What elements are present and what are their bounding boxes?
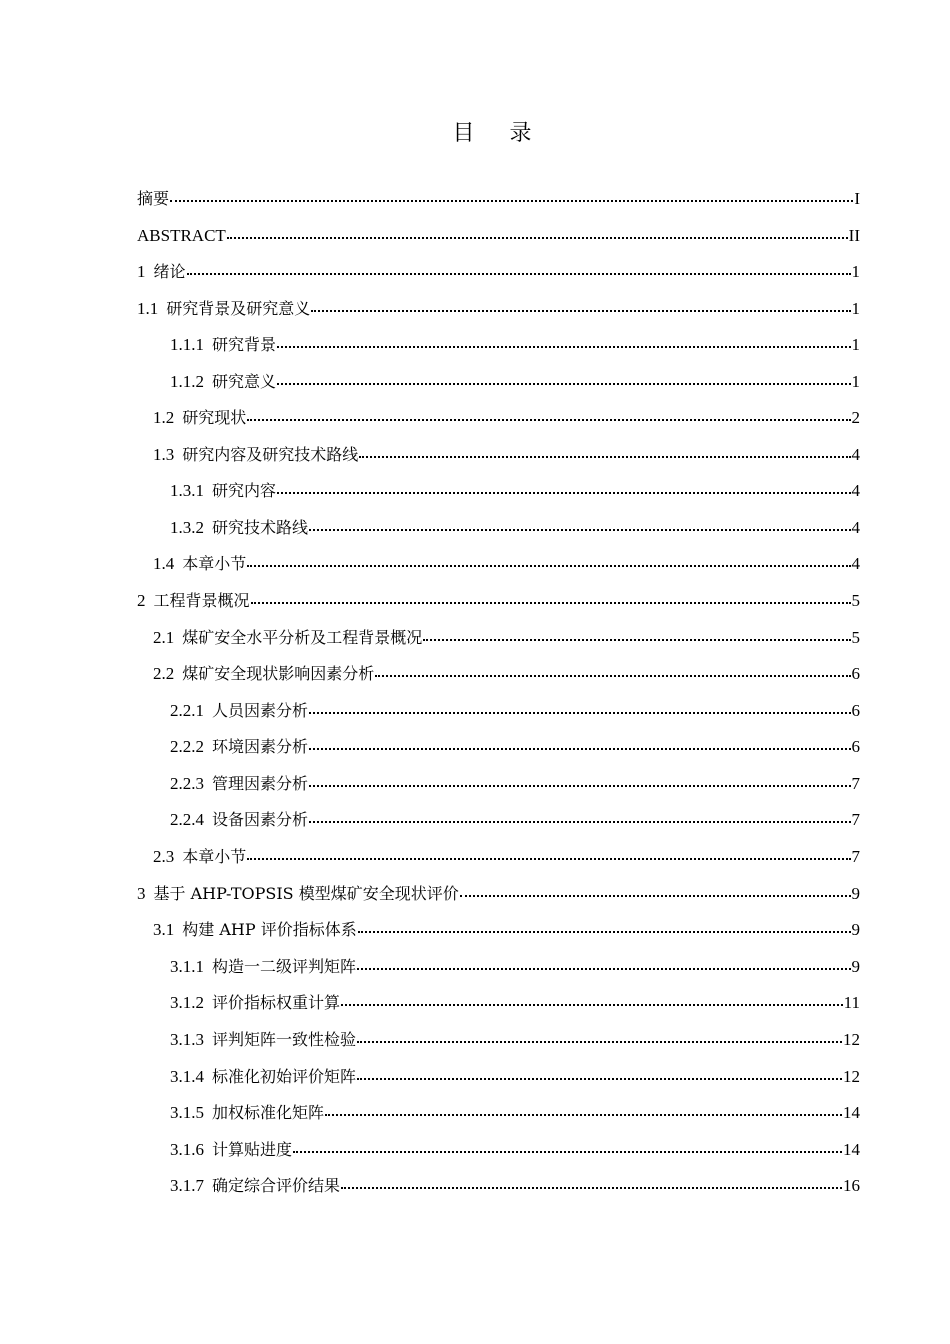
toc-entry-page: 11 — [843, 993, 860, 1012]
toc-entry-page: 7 — [851, 810, 860, 829]
toc-entry-text: 工程背景概况 — [153, 591, 250, 610]
toc-entry-number: 2.2 — [153, 664, 175, 683]
toc-leader-dots — [341, 1003, 843, 1006]
toc-entry-text: 加权标准化矩阵 — [212, 1103, 325, 1122]
toc-leader-dots — [251, 601, 851, 604]
toc-entry-text: 构建 AHP 评价指标体系 — [182, 920, 357, 939]
toc-entry-page: 1 — [851, 335, 860, 354]
toc-leader-dots — [325, 1113, 842, 1116]
toc-leader-dots — [357, 1077, 842, 1080]
toc-entry-number: 2.2.2 — [170, 737, 204, 756]
toc-entry-page: 16 — [843, 1176, 860, 1195]
toc-entry-number: 3.1 — [153, 920, 175, 939]
toc-entry-number: 3.1.6 — [170, 1140, 204, 1159]
toc-entry-page: 14 — [843, 1140, 860, 1159]
toc-entry-text: ABSTRACT — [137, 226, 226, 245]
toc-entry[interactable] — [170, 1138, 860, 1162]
toc-entry-page: 9 — [851, 920, 860, 939]
toc-entry[interactable] — [170, 1174, 860, 1198]
toc-entry-number: 2.1 — [153, 628, 175, 647]
toc-leader-dots — [357, 1040, 842, 1043]
toc-entry[interactable] — [153, 918, 860, 942]
toc-entry-text: 绪论 — [153, 262, 186, 281]
toc-entry-text: 人员因素分析 — [212, 701, 309, 720]
toc-entry-page: 2 — [851, 408, 860, 427]
toc-entry[interactable] — [137, 589, 860, 613]
toc-entry-page: 7 — [851, 847, 860, 866]
toc-entry-text: 研究背景 — [212, 335, 277, 354]
toc-leader-dots — [341, 1186, 842, 1189]
toc-entry[interactable] — [170, 772, 860, 796]
toc-leader-dots — [309, 711, 850, 714]
toc-leader-dots — [423, 638, 850, 641]
toc-entry[interactable] — [170, 735, 860, 759]
toc-entry-text: 环境因素分析 — [212, 737, 309, 756]
toc-entry-number: 3.1.3 — [170, 1030, 204, 1049]
toc-entry[interactable] — [170, 333, 860, 357]
toc-entry-text: 标准化初始评价矩阵 — [212, 1067, 357, 1086]
toc-entry-number: 1 — [137, 262, 146, 281]
toc-title: 目 录 — [452, 121, 546, 146]
toc-entry[interactable] — [137, 882, 860, 906]
toc-entry-page: 4 — [851, 481, 860, 500]
toc-entry[interactable] — [153, 626, 860, 650]
toc-entry-number: 2.2.4 — [170, 810, 204, 829]
toc-entry[interactable] — [170, 991, 860, 1015]
toc-entry[interactable] — [170, 1065, 860, 1089]
toc-entry[interactable] — [137, 260, 860, 284]
toc-entry[interactable] — [170, 479, 860, 503]
toc-leader-dots — [309, 820, 850, 823]
toc-entry[interactable] — [170, 699, 860, 723]
toc-entry[interactable] — [170, 808, 860, 832]
toc-leader-dots — [309, 528, 850, 531]
toc-entry-page: 1 — [851, 299, 860, 318]
toc-entry-number: 2 — [137, 591, 146, 610]
toc-entry[interactable] — [137, 224, 860, 248]
toc-entry-number: 3.1.7 — [170, 1176, 204, 1195]
toc-leader-dots — [311, 309, 850, 312]
toc-entry-page: 4 — [851, 518, 860, 537]
toc-leader-dots — [293, 1150, 842, 1153]
toc-entry-text: 设备因素分析 — [212, 810, 309, 829]
toc-entry-page: 7 — [851, 774, 860, 793]
toc-leader-dots — [187, 272, 851, 275]
toc-entry[interactable] — [153, 406, 860, 430]
toc-leader-dots — [277, 382, 850, 385]
toc-entry-text: 本章小节 — [182, 554, 247, 573]
toc-entry[interactable] — [170, 1028, 860, 1052]
toc-entry-page: 9 — [851, 957, 860, 976]
toc-entry-text: 构造一二级评判矩阵 — [212, 957, 357, 976]
toc-entry[interactable] — [170, 1101, 860, 1125]
toc-leader-dots — [375, 674, 850, 677]
toc-entry-page: 14 — [843, 1103, 860, 1122]
toc-leader-dots — [227, 236, 848, 239]
toc-entry-number: 1.4 — [153, 554, 175, 573]
toc-entry-number: 2.2.3 — [170, 774, 204, 793]
toc-entry-page: 5 — [851, 628, 860, 647]
toc-entry[interactable] — [153, 552, 860, 576]
toc-entry-page: 6 — [851, 701, 860, 720]
toc-entry-number: 3.1.2 — [170, 993, 204, 1012]
toc-entry-page: 1 — [851, 262, 860, 281]
toc-entry-page: 6 — [851, 664, 860, 683]
toc-leader-dots — [247, 418, 850, 421]
toc-leader-dots — [309, 747, 850, 750]
toc-entry[interactable] — [170, 370, 860, 394]
toc-entry-text: 评价指标权重计算 — [212, 993, 341, 1012]
toc-leader-dots — [460, 894, 851, 897]
toc-entry-page: 5 — [851, 591, 860, 610]
toc-leader-dots — [359, 455, 850, 458]
toc-entry-number: 1.1.2 — [170, 372, 204, 391]
toc-entry-text: 研究背景及研究意义 — [166, 299, 311, 318]
toc-entry[interactable] — [137, 187, 860, 211]
toc-entry-text: 基于 AHP-TOPSIS 模型煤矿安全现状评价 — [153, 884, 459, 903]
toc-entry-text: 研究意义 — [212, 372, 277, 391]
toc-leader-dots — [170, 199, 853, 202]
toc-entry-text: 计算贴进度 — [212, 1140, 293, 1159]
toc-entry-text: 评判矩阵一致性检验 — [212, 1030, 357, 1049]
toc-entry-number: 2.2.1 — [170, 701, 204, 720]
toc-entry-number: 1.3 — [153, 445, 175, 464]
toc-entry-number: 2.3 — [153, 847, 175, 866]
toc-entry-page: I — [854, 189, 860, 208]
toc-entry-text: 研究现状 — [182, 408, 247, 427]
toc-entry-text: 煤矿安全水平分析及工程背景概况 — [182, 628, 423, 647]
toc-entry-number: 3.1.1 — [170, 957, 204, 976]
toc-leader-dots — [358, 930, 851, 933]
toc-entry-page: 12 — [843, 1067, 860, 1086]
toc-entry-text: 煤矿安全现状影响因素分析 — [182, 664, 375, 683]
toc-leader-dots — [357, 967, 850, 970]
toc-entry-number: 1.1.1 — [170, 335, 204, 354]
toc-entry-text: 研究内容 — [212, 481, 277, 500]
toc-entry-text: 研究技术路线 — [212, 518, 309, 537]
toc-entry-page: 1 — [851, 372, 860, 391]
toc-entry-number: 1.2 — [153, 408, 175, 427]
toc-leader-dots — [247, 564, 850, 567]
toc-leader-dots — [277, 345, 850, 348]
toc-entry[interactable] — [137, 297, 860, 321]
toc-entry-page: 9 — [851, 884, 860, 903]
toc-entry-page: 4 — [851, 445, 860, 464]
toc-entry-page: 4 — [851, 554, 860, 573]
toc-entry-number: 1.3.2 — [170, 518, 204, 537]
toc-entry-text: 本章小节 — [182, 847, 247, 866]
toc-entry-number: 1.1 — [137, 299, 159, 318]
toc-entry[interactable] — [153, 662, 860, 686]
toc-entry[interactable] — [170, 516, 860, 540]
toc-entry-page: II — [848, 226, 860, 245]
toc-entry-number: 3.1.4 — [170, 1067, 204, 1086]
toc-entry-text: 确定综合评价结果 — [212, 1176, 341, 1195]
toc-leader-dots — [277, 491, 850, 494]
toc-entry-text: 研究内容及研究技术路线 — [182, 445, 359, 464]
toc-entry[interactable] — [153, 443, 860, 467]
toc-entry[interactable] — [153, 845, 860, 869]
toc-leader-dots — [309, 784, 850, 787]
toc-entry-page: 12 — [843, 1030, 860, 1049]
toc-entry-text: 摘要 — [137, 189, 170, 208]
toc-entry-number: 3 — [137, 884, 146, 903]
toc-entry-number: 3.1.5 — [170, 1103, 204, 1122]
toc-entry-page: 6 — [851, 737, 860, 756]
toc-leader-dots — [247, 857, 850, 860]
toc-entry-number: 1.3.1 — [170, 481, 204, 500]
toc-entry-text: 管理因素分析 — [212, 774, 309, 793]
toc-entry[interactable] — [170, 955, 860, 979]
